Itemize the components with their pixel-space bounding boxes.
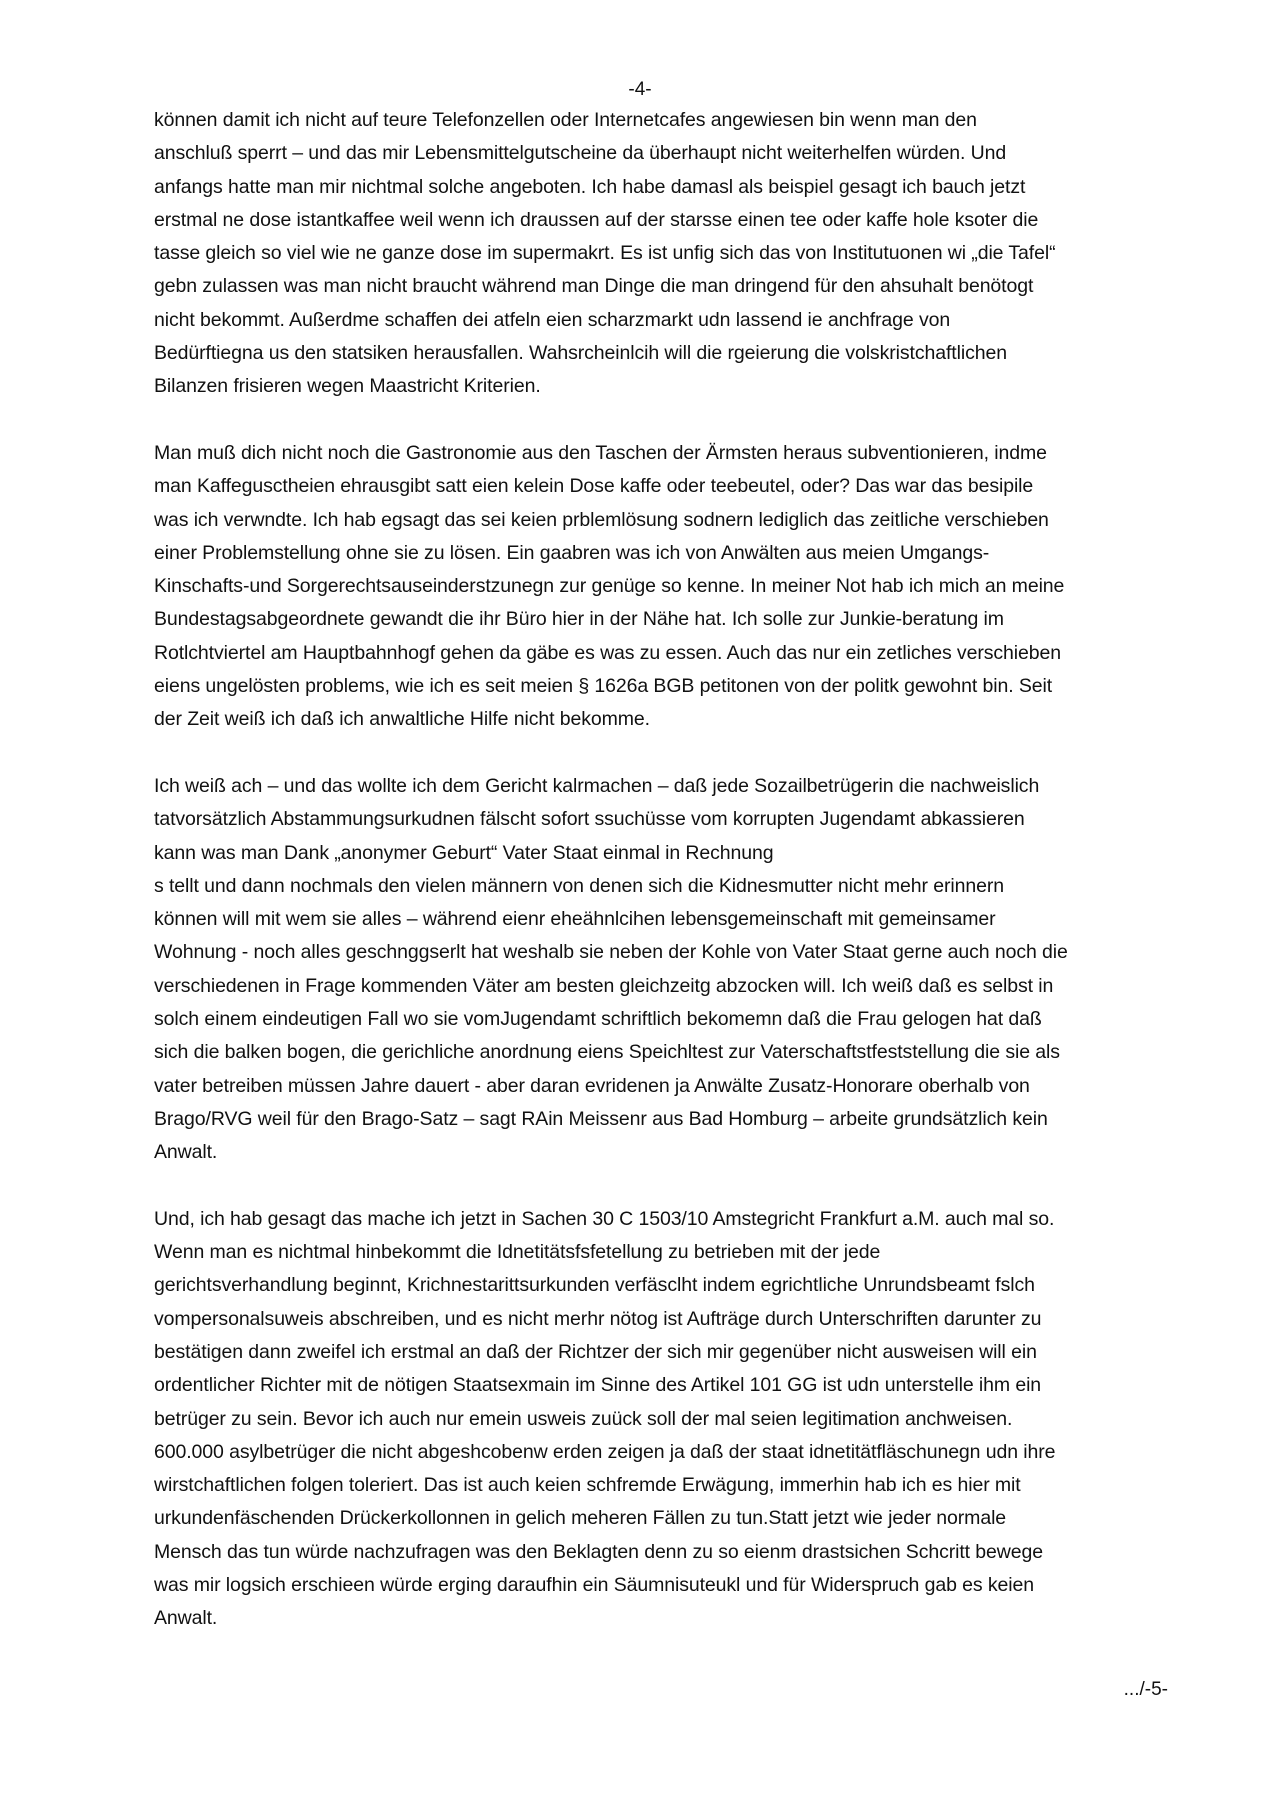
- text-line: s tellt und dann nochmals den vielen männern von denen sich die Kidnesmutter nicht mehr erinnern: [154, 874, 1004, 897]
- text-line: verschiedenen in Frage kommenden Väter am besten gleichzeitg abzocken will. Ich weiß daß es selbst in: [154, 974, 1054, 997]
- text-line: anschluß sperrt – und das mir Lebensmittelgutscheine da überhaupt nicht weiterhelfen würden. Und: [154, 142, 1007, 165]
- text-line: man Kaffegusctheien ehrausgibt satt eien kelein Dose kaffe oder teebeutel, oder? Das war das besipile: [154, 475, 1034, 498]
- text-line: Mensch das tun würde nachzufragen was den Beklagten denn zu so eienm drastsichen Schcritt bewege: [154, 1540, 1044, 1563]
- text-line: Und, ich hab gesagt das mache ich jetzt in Sachen 30 C 1503/10 Amstegricht Frankfurt a.M. auch mal so.: [154, 1207, 1055, 1230]
- text-line: Wenn man es nichtmal hinbekommt die Idnetitätsfsfetellung zu betrieben mit der jede: [154, 1241, 881, 1264]
- text-line: solch einem eindeutigen Fall wo sie vomJugendamt schriftlich bekomemn daß die Frau gelogen hat daß: [154, 1008, 1042, 1031]
- text-line: Bundestagsabgeordnete gewandt die ihr Büro hier in der Nähe hat. Ich solle zur Junkie-beratung im: [154, 608, 1004, 631]
- continuation-marker: .../-5-: [1123, 1679, 1168, 1700]
- text-line: Anwalt.: [154, 1141, 218, 1164]
- text-line: vater betreiben müssen Jahre dauert - aber daran evridenen ja Anwälte Zusatz-Honorare oberhalb von: [154, 1074, 1030, 1097]
- text-line: 600.000 asylbetrüger die nicht abgeshcobenw erden zeigen ja daß der staat idnetitätfläschunegn udn ihre: [154, 1440, 1056, 1463]
- text-line: wirstchaftlichen folgen toleriert. Das ist auch keien schfremde Erwägung, immerhin hab ich es hier mit: [154, 1474, 1021, 1497]
- text-line: vompersonalsuweis abschreiben, und es nicht merhr nötog ist Aufträge durch Unterschriften darunter zu: [154, 1307, 1042, 1330]
- text-line: sich die balken bogen, die gerichliche anordnung eiens Speichltest zur Vaterschaftstfeststellung die sie als: [154, 1041, 1060, 1064]
- text-line: Bilanzen frisieren wegen Maastricht Kriterien.: [154, 375, 541, 398]
- text-line: Bedürftiegna us den statsiken herausfallen. Wahsrcheinlcih will die rgeierung die volskristchaftlichen: [154, 342, 1007, 365]
- paragraph: [154, 1203, 1174, 1636]
- text-line: betrüger zu sein. Bevor ich auch nur emein usweis zuück soll der mal seien legitimation anchweisen.: [154, 1407, 1013, 1430]
- text-line: einer Problemstellung ohne sie zu lösen. Ein gaabren was ich von Anwälten aus meien Umgangs-: [154, 541, 990, 564]
- text-line: Wohnung - noch alles geschnggserlt hat weshalb sie neben der Kohle von Vater Staat gerne auch noch die: [154, 941, 1068, 964]
- text-line: kann was man Dank „anonymer Geburt“ Vater Staat einmal in Rechnung: [154, 841, 774, 864]
- page-number: -4-: [628, 79, 652, 100]
- text-line: ordentlicher Richter mit de nötigen Staatsexmain im Sinne des Artikel 101 GG ist udn unterstelle ihm ein: [154, 1374, 1042, 1397]
- text-line: nicht bekommt. Außerdme schaffen dei atfeln eien scharzmarkt udn lassend ie anchfrage von: [154, 308, 951, 331]
- body-text: [154, 104, 1174, 1669]
- text-line: bestätigen dann zweifel ich erstmal an daß der Richtzer der sich mir gegenüber nicht ausweisen will ein: [154, 1340, 1037, 1363]
- text-line: Rotlchtviertel am Hauptbahnhogf gehen da gäbe es was zu essen. Auch das nur ein zetliches verschieben: [154, 641, 1061, 664]
- text-line: können damit ich nicht auf teure Telefonzellen oder Internetcafes angewiesen bin wenn man den: [154, 109, 977, 131]
- text-line: anfangs hatte man mir nichtmal solche angeboten. Ich habe damasl als beispiel gesagt ich bauch jetzt: [154, 175, 1026, 198]
- text-line: tatvorsätzlich Abstammungsurkudnen fälscht sofort ssuchüsse vom korrupten Jugendamt abkassieren: [154, 808, 1025, 831]
- text-line: Kinschafts-und Sorgerechtsauseinderstzunegn zur genüge so kenne. In meiner Not hab ich mich an meine: [154, 575, 1065, 598]
- text-line: Brago/RVG weil für den Brago-Satz – sagt RAin Meissenr aus Bad Homburg – arbeite grundsätzlich kein: [154, 1107, 1048, 1130]
- text-line: können will mit wem sie alles – während eienr eheähnlcihen lebensgemeinschaft mit gemeinsamer: [154, 908, 996, 931]
- text-line: Ich weiß ach – und das wollte ich dem Gericht kalrmachen – daß jede Sozailbetrügerin die nachweislich: [154, 774, 1040, 797]
- text-line: Man muß dich nicht noch die Gastronomie aus den Taschen der Ärmsten heraus subventionieren, indme: [154, 441, 1047, 464]
- text-line: urkundenfäschenden Drückerkollonnen in gelich meheren Fällen zu tun.Statt jetzt wie jeder normale: [154, 1507, 1007, 1530]
- text-line: gerichtsverhandlung beginnt, Krichnestarittsurkunden verfäsclht indem egrichtliche Unrundsbeamt fslch: [154, 1274, 1035, 1297]
- paragraph: [154, 104, 1174, 404]
- paragraph: [154, 770, 1174, 1170]
- text-line: was mir logsich erschieen würde erging daraufhin ein Säumnisuteukl und für Widerspruch gab es keien: [154, 1574, 1034, 1597]
- text-line: gebn zulassen was man nicht braucht während man Dinge die man dringend für den ahsuhalt benötogt: [154, 275, 1034, 298]
- text-line: was ich verwndte. Ich hab egsagt das sei keien prblemlösung sodnern lediglich das zeitliche verschieben: [154, 508, 1049, 531]
- text-line: tasse gleich so viel wie ne ganze dose im supermakrt. Es ist unfig sich das von Institutuonen wi „die Tafel“: [154, 242, 1056, 265]
- text-line: eiens ungelösten problems, wie ich es seit meien § 1626a BGB petitonen von der politk gewohnt bin. Seit: [154, 675, 1053, 698]
- text-line: der Zeit weiß ich daß ich anwaltliche Hilfe nicht bekomme.: [154, 708, 650, 731]
- text-line: erstmal ne dose istantkaffee weil wenn ich draussen auf der starsse einen tee oder kaffe hole ksoter die: [154, 208, 1039, 231]
- paragraph: [154, 437, 1174, 737]
- text-line: Anwalt.: [154, 1607, 218, 1630]
